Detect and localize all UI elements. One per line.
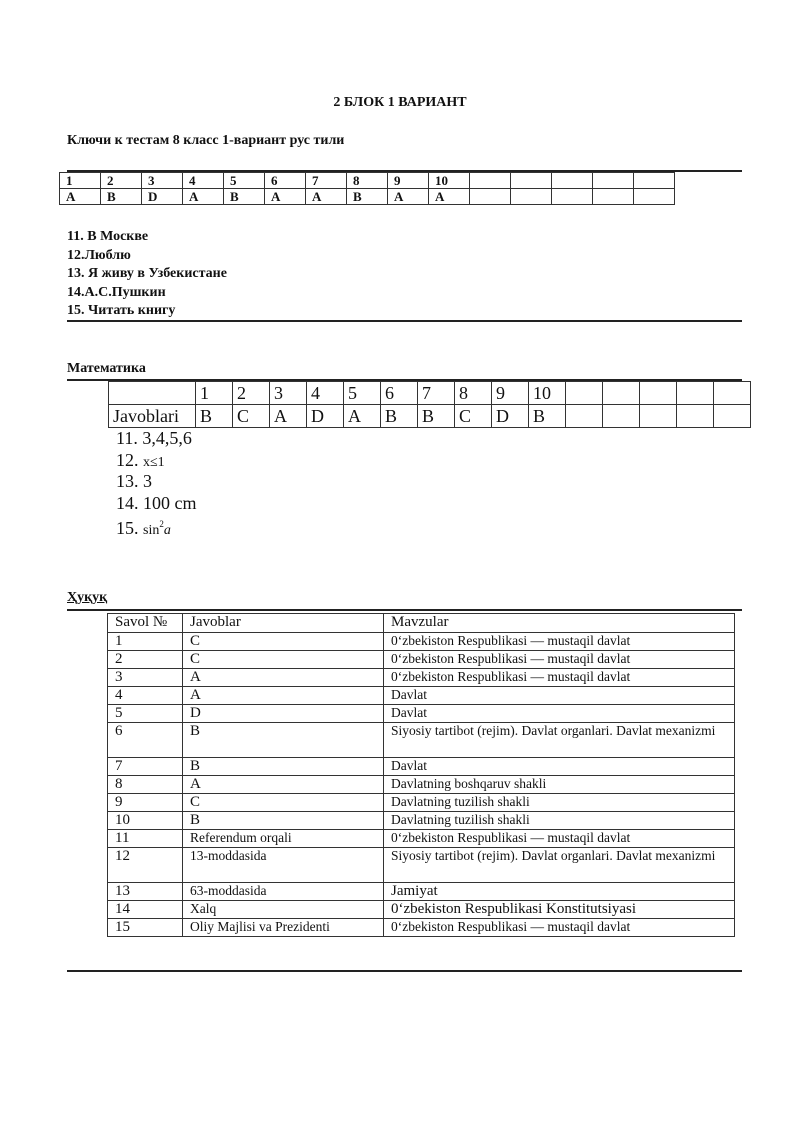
rus-number-cell: [511, 173, 552, 189]
math-number-cell: 9: [492, 382, 529, 405]
math-number-cell: [566, 382, 603, 405]
question-number: 7: [108, 758, 183, 776]
question-number: 15: [108, 919, 183, 937]
page-title: 2 БЛОК 1 ВАРИАНТ: [333, 95, 467, 110]
math-variable: a: [163, 523, 171, 538]
question-number: 8: [108, 776, 183, 794]
table-row: [108, 848, 735, 883]
math-open-item: [116, 514, 197, 536]
rus-number-cell: 2: [101, 173, 142, 189]
math-expression: sin: [143, 523, 160, 538]
question-number: 11: [108, 830, 183, 848]
rus-number-cell: [470, 173, 511, 189]
math-expression: x≤1: [143, 454, 165, 470]
topic-cell: 0‘zbekiston Respublikasi Konstitutsiyasi: [384, 901, 735, 919]
rus-answer-cell: D: [142, 189, 183, 205]
math-answer-cell: C: [233, 405, 270, 428]
table-row: [108, 830, 735, 848]
table-row: [108, 669, 735, 687]
math-number-cell: 3: [270, 382, 307, 405]
math-open-item: 14. 100 cm: [116, 492, 197, 513]
rus-number-cell: 3: [142, 173, 183, 189]
math-answer-cell: [677, 405, 714, 428]
table-row: [108, 919, 735, 937]
math-answer-cell: B: [381, 405, 418, 428]
rus-answer-cell: [593, 189, 634, 205]
math-answer-cell: [566, 405, 603, 428]
rus-open-item: 12.Люблю: [67, 247, 131, 263]
math-answer-cell: [640, 405, 677, 428]
table-row: [108, 794, 735, 812]
rus-answer-cell: B: [101, 189, 142, 205]
topic-cell: Jamiyat: [384, 883, 735, 901]
table-row: [108, 651, 735, 669]
rus-answer-cell: [634, 189, 675, 205]
math-open-answers: [116, 428, 197, 536]
table-row: [108, 901, 735, 919]
topic-cell: 0‘zbekiston Respublikasi — mustaqil davlat: [384, 830, 735, 848]
rus-number-cell: 5: [224, 173, 265, 189]
math-answer-table: [108, 381, 751, 428]
rus-answer-cell: B: [224, 189, 265, 205]
table-row: [108, 776, 735, 794]
topic-cell: Davlat: [384, 705, 735, 723]
table-row: [108, 812, 735, 830]
math-answer-cell: [603, 405, 640, 428]
math-open-item: [116, 450, 197, 472]
column-header: Savol №: [108, 614, 183, 633]
topic-cell: Davlat: [384, 758, 735, 776]
rus-answer-cell: A: [183, 189, 224, 205]
divider: [67, 320, 742, 322]
math-row-head: Javoblari: [109, 405, 196, 428]
math-section-title: Математика: [67, 361, 146, 376]
math-number-cell: [677, 382, 714, 405]
rus-number-cell: 9: [388, 173, 429, 189]
divider: [67, 609, 742, 611]
answer-cell: C: [183, 633, 384, 651]
topic-cell: 0‘zbekiston Respublikasi — mustaqil davlat: [384, 919, 735, 937]
math-exponent: 2: [159, 519, 164, 529]
rus-number-cell: 4: [183, 173, 224, 189]
table-row: [108, 883, 735, 901]
rus-answer-cell: [552, 189, 593, 205]
math-answer-cell: C: [455, 405, 492, 428]
math-answer-cell: B: [196, 405, 233, 428]
math-open-item: 11. 3,4,5,6: [116, 428, 192, 448]
rus-number-cell: 10: [429, 173, 470, 189]
math-number-cell: 8: [455, 382, 492, 405]
rus-number-cell: [593, 173, 634, 189]
math-number-cell: [603, 382, 640, 405]
question-number: 4: [108, 687, 183, 705]
math-number-cell: 2: [233, 382, 270, 405]
table-row: [108, 705, 735, 723]
rus-answer-cell: [511, 189, 552, 205]
answer-cell: C: [183, 651, 384, 669]
rus-number-cell: [634, 173, 675, 189]
math-number-cell: 1: [196, 382, 233, 405]
question-number: 5: [108, 705, 183, 723]
rus-open-item: 11. В Москве: [67, 229, 149, 244]
table-row: [108, 687, 735, 705]
answer-cell: D: [183, 705, 384, 723]
topic-cell: Davlatning boshqaruv shakli: [384, 776, 735, 794]
rus-number-cell: 6: [265, 173, 306, 189]
answer-cell: B: [183, 812, 384, 830]
answer-cell: 63-moddasida: [183, 883, 384, 901]
topic-cell: Davlat: [384, 687, 735, 705]
question-number: 12: [108, 848, 183, 883]
table-header-row: [108, 614, 735, 633]
rus-number-cell: 1: [60, 173, 101, 189]
answer-cell: B: [183, 758, 384, 776]
column-header: Mavzular: [384, 614, 735, 633]
answer-cell: Xalq: [183, 901, 384, 919]
answer-cell: C: [183, 794, 384, 812]
table-row: [108, 633, 735, 651]
column-header: Javoblar: [183, 614, 384, 633]
question-number: 1: [108, 633, 183, 651]
math-answer-row: [109, 405, 751, 428]
math-answer-cell: B: [418, 405, 455, 428]
rus-open-item: 13. Я живу в Узбекистане: [67, 266, 227, 281]
question-number: 10: [108, 812, 183, 830]
rus-open-item: 15. Читать книгу: [67, 303, 176, 318]
topic-cell: 0‘zbekiston Respublikasi — mustaqil davlat: [384, 633, 735, 651]
math-open-item: 13. 3: [116, 471, 152, 491]
topic-cell: Davlatning tuzilish shakli: [384, 794, 735, 812]
topic-cell: 0‘zbekiston Respublikasi — mustaqil davlat: [384, 669, 735, 687]
question-number: 6: [108, 723, 183, 758]
math-answer-cell: B: [529, 405, 566, 428]
answer-cell: A: [183, 776, 384, 794]
answer-cell: A: [183, 669, 384, 687]
math-number-cell: [714, 382, 751, 405]
topic-cell: Davlatning tuzilish shakli: [384, 812, 735, 830]
rus-answer-table: [59, 172, 675, 205]
answer-cell: Oliy Majlisi va Prezidenti: [183, 919, 384, 937]
table-row: [108, 723, 735, 758]
rus-open-item: 14.А.С.Пушкин: [67, 284, 166, 300]
rus-answer-cell: A: [429, 189, 470, 205]
answer-cell: Referendum orqali: [183, 830, 384, 848]
rus-number-cell: [552, 173, 593, 189]
rus-number-cell: 8: [347, 173, 388, 189]
math-number-row: [109, 382, 751, 405]
rus-answer-row: [60, 189, 675, 205]
law-answer-table: [107, 613, 735, 937]
rus-answer-cell: B: [347, 189, 388, 205]
question-number: 14: [108, 901, 183, 919]
rus-number-row: [60, 173, 675, 189]
law-section-title: Ҳуқуқ: [67, 590, 108, 605]
divider: [67, 970, 742, 972]
answer-cell: B: [183, 723, 384, 758]
rus-answer-cell: A: [60, 189, 101, 205]
math-number-cell: [640, 382, 677, 405]
answer-cell: A: [183, 687, 384, 705]
topic-cell: Siyosiy tartibot (rejim). Davlat organlari. Davlat mexanizmi: [384, 723, 735, 758]
math-answer-cell: [714, 405, 751, 428]
math-number-cell: 7: [418, 382, 455, 405]
topic-cell: 0‘zbekiston Respublikasi — mustaqil davlat: [384, 651, 735, 669]
question-number: 2: [108, 651, 183, 669]
rus-answer-cell: [470, 189, 511, 205]
math-number-cell: 5: [344, 382, 381, 405]
math-open-number: 12.: [116, 449, 139, 470]
math-number-cell: 4: [307, 382, 344, 405]
math-number-cell: 6: [381, 382, 418, 405]
topic-cell: Siyosiy tartibot (rejim). Davlat organlari. Davlat mexanizmi: [384, 848, 735, 883]
rus-answer-cell: A: [388, 189, 429, 205]
math-answer-cell: D: [492, 405, 529, 428]
table-row: [108, 758, 735, 776]
math-answer-cell: D: [307, 405, 344, 428]
math-open-number: 15.: [116, 518, 139, 538]
math-number-cell: 10: [529, 382, 566, 405]
rus-answer-cell: A: [306, 189, 347, 205]
rus-answer-cell: A: [265, 189, 306, 205]
question-number: 13: [108, 883, 183, 901]
question-number: 3: [108, 669, 183, 687]
math-answer-cell: A: [270, 405, 307, 428]
math-answer-cell: A: [344, 405, 381, 428]
rus-open-answers: [67, 228, 227, 321]
rus-number-cell: 7: [306, 173, 347, 189]
answer-cell: 13-moddasida: [183, 848, 384, 883]
question-number: 9: [108, 794, 183, 812]
math-row-head-empty: [109, 382, 196, 405]
rus-section-title: Ключи к тестам 8 класс 1-вариант рус тили: [67, 133, 345, 148]
